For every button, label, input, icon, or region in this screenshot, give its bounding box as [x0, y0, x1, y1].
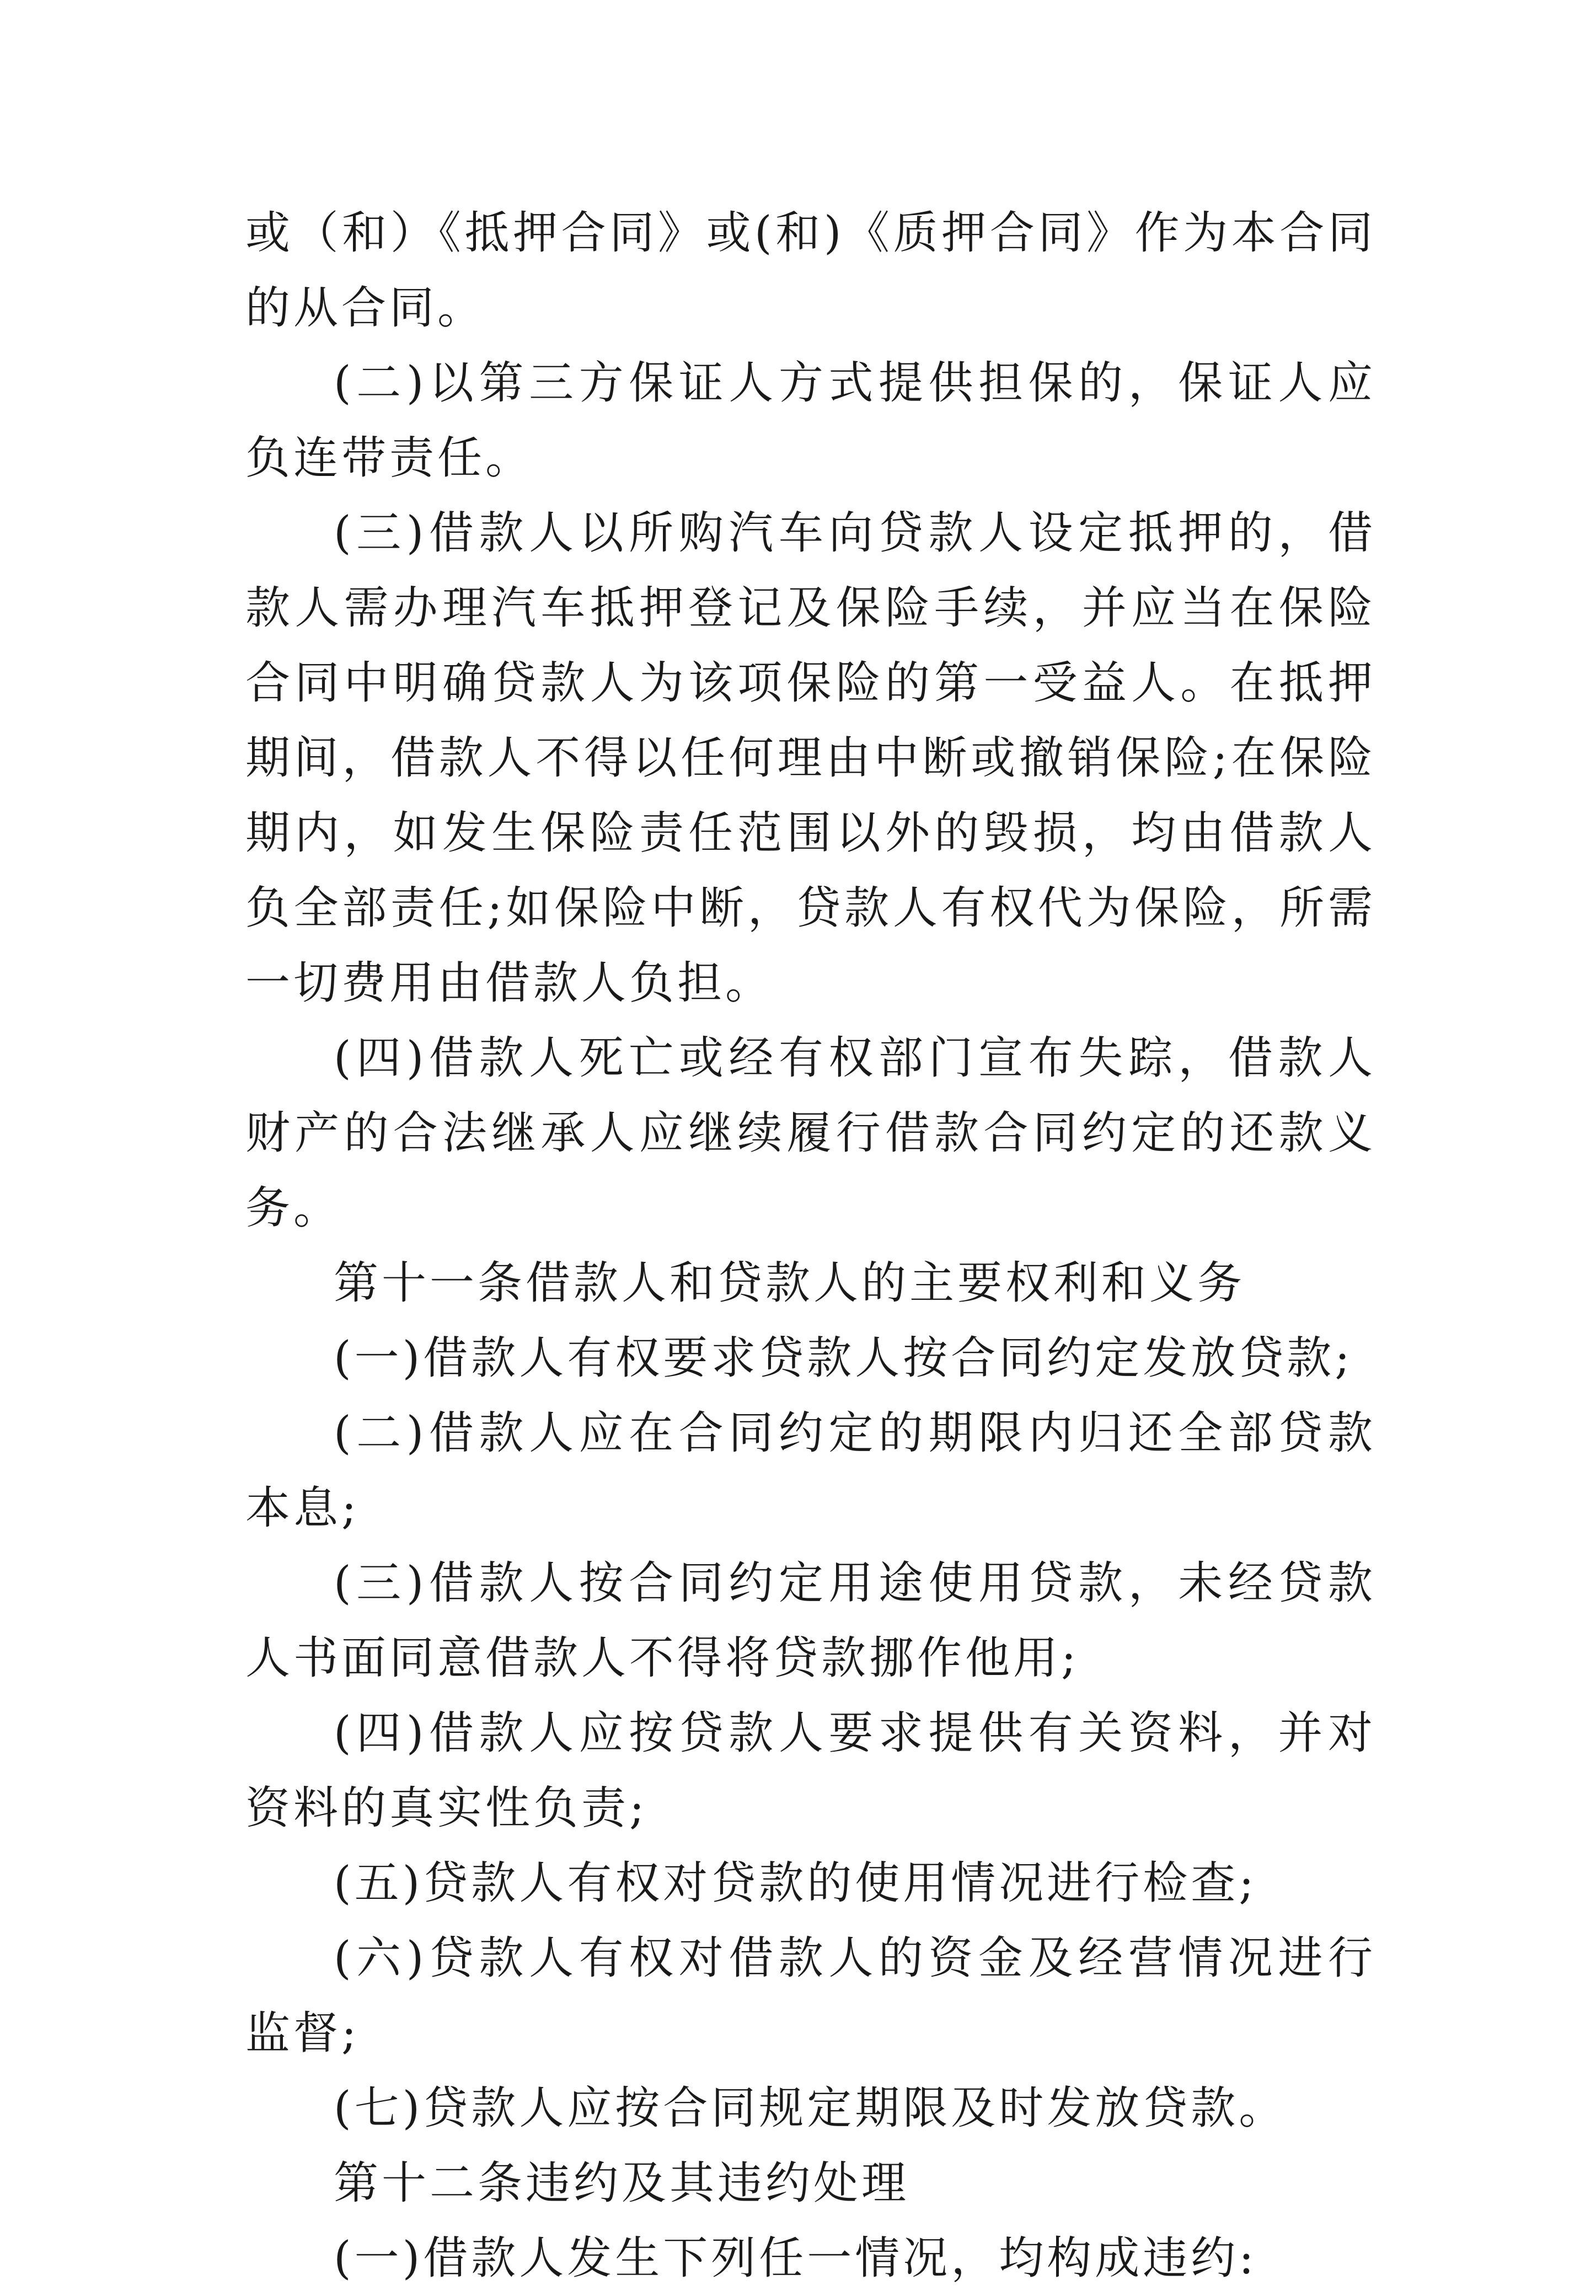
article-11-item-7: (七)贷款人应按合同规定期限及时发放贷款。 — [334, 2083, 1287, 2134]
article-12-heading: 第十二条违约及其违约处理 — [334, 2158, 910, 2209]
contract-body — [245, 196, 1376, 2296]
article-11-item-1: (一)借款人有权要求贷款人按合同约定发放贷款; — [334, 1332, 1353, 1384]
paragraph-guarantee-contract-continuation: 或（和）《抵押合同》或(和)《质押合同》作为本合同的从合同。 — [245, 207, 1376, 334]
article-11-item-2: (二)借款人应在合同约定的期限内归还全部贷款本息; — [245, 1407, 1376, 1534]
paragraph-borrower-death-succession: (四)借款人死亡或经有权部门宣布失踪，借款人财产的合法继承人应继续履行借款合同约定的还款义务。 — [245, 1032, 1376, 1234]
article-11-item-4: (四)借款人应按贷款人要求提供有关资料，并对资料的真实性负责; — [245, 1708, 1376, 1834]
article-11-heading: 第十一条借款人和贷款人的主要权利和义务 — [334, 1257, 1246, 1309]
article-11-item-3: (三)借款人按合同约定用途使用贷款，未经贷款人书面同意借款人不得将贷款挪作他用; — [245, 1558, 1376, 1684]
article-11-item-6: (六)贷款人有权对借款人的资金及经营情况进行监督; — [245, 1933, 1376, 2059]
paragraph-third-party-guarantor: (二)以第三方保证人方式提供担保的，保证人应负连带责任。 — [245, 357, 1376, 484]
paragraph-vehicle-mortgage-insurance: (三)借款人以所购汽车向贷款人设定抵押的，借款人需办理汽车抵押登记及保险手续，并应当在保险合同中明确贷款人为该项保险的第一受益人。在抵押期间，借款人不得以任何理由中断或撤销保险;在保险期内，如发生保险责任范围以外的毁损，均由借款人负全部责任;如保险中断，贷款人有权代为保险，所需一切费用由借款人负担。 — [245, 507, 1376, 1009]
article-11-item-5: (五)贷款人有权对贷款的使用情况进行检查; — [334, 1858, 1257, 1909]
article-12-item-1: (一)借款人发生下列任一情况，均构成违约: — [334, 2233, 1257, 2284]
